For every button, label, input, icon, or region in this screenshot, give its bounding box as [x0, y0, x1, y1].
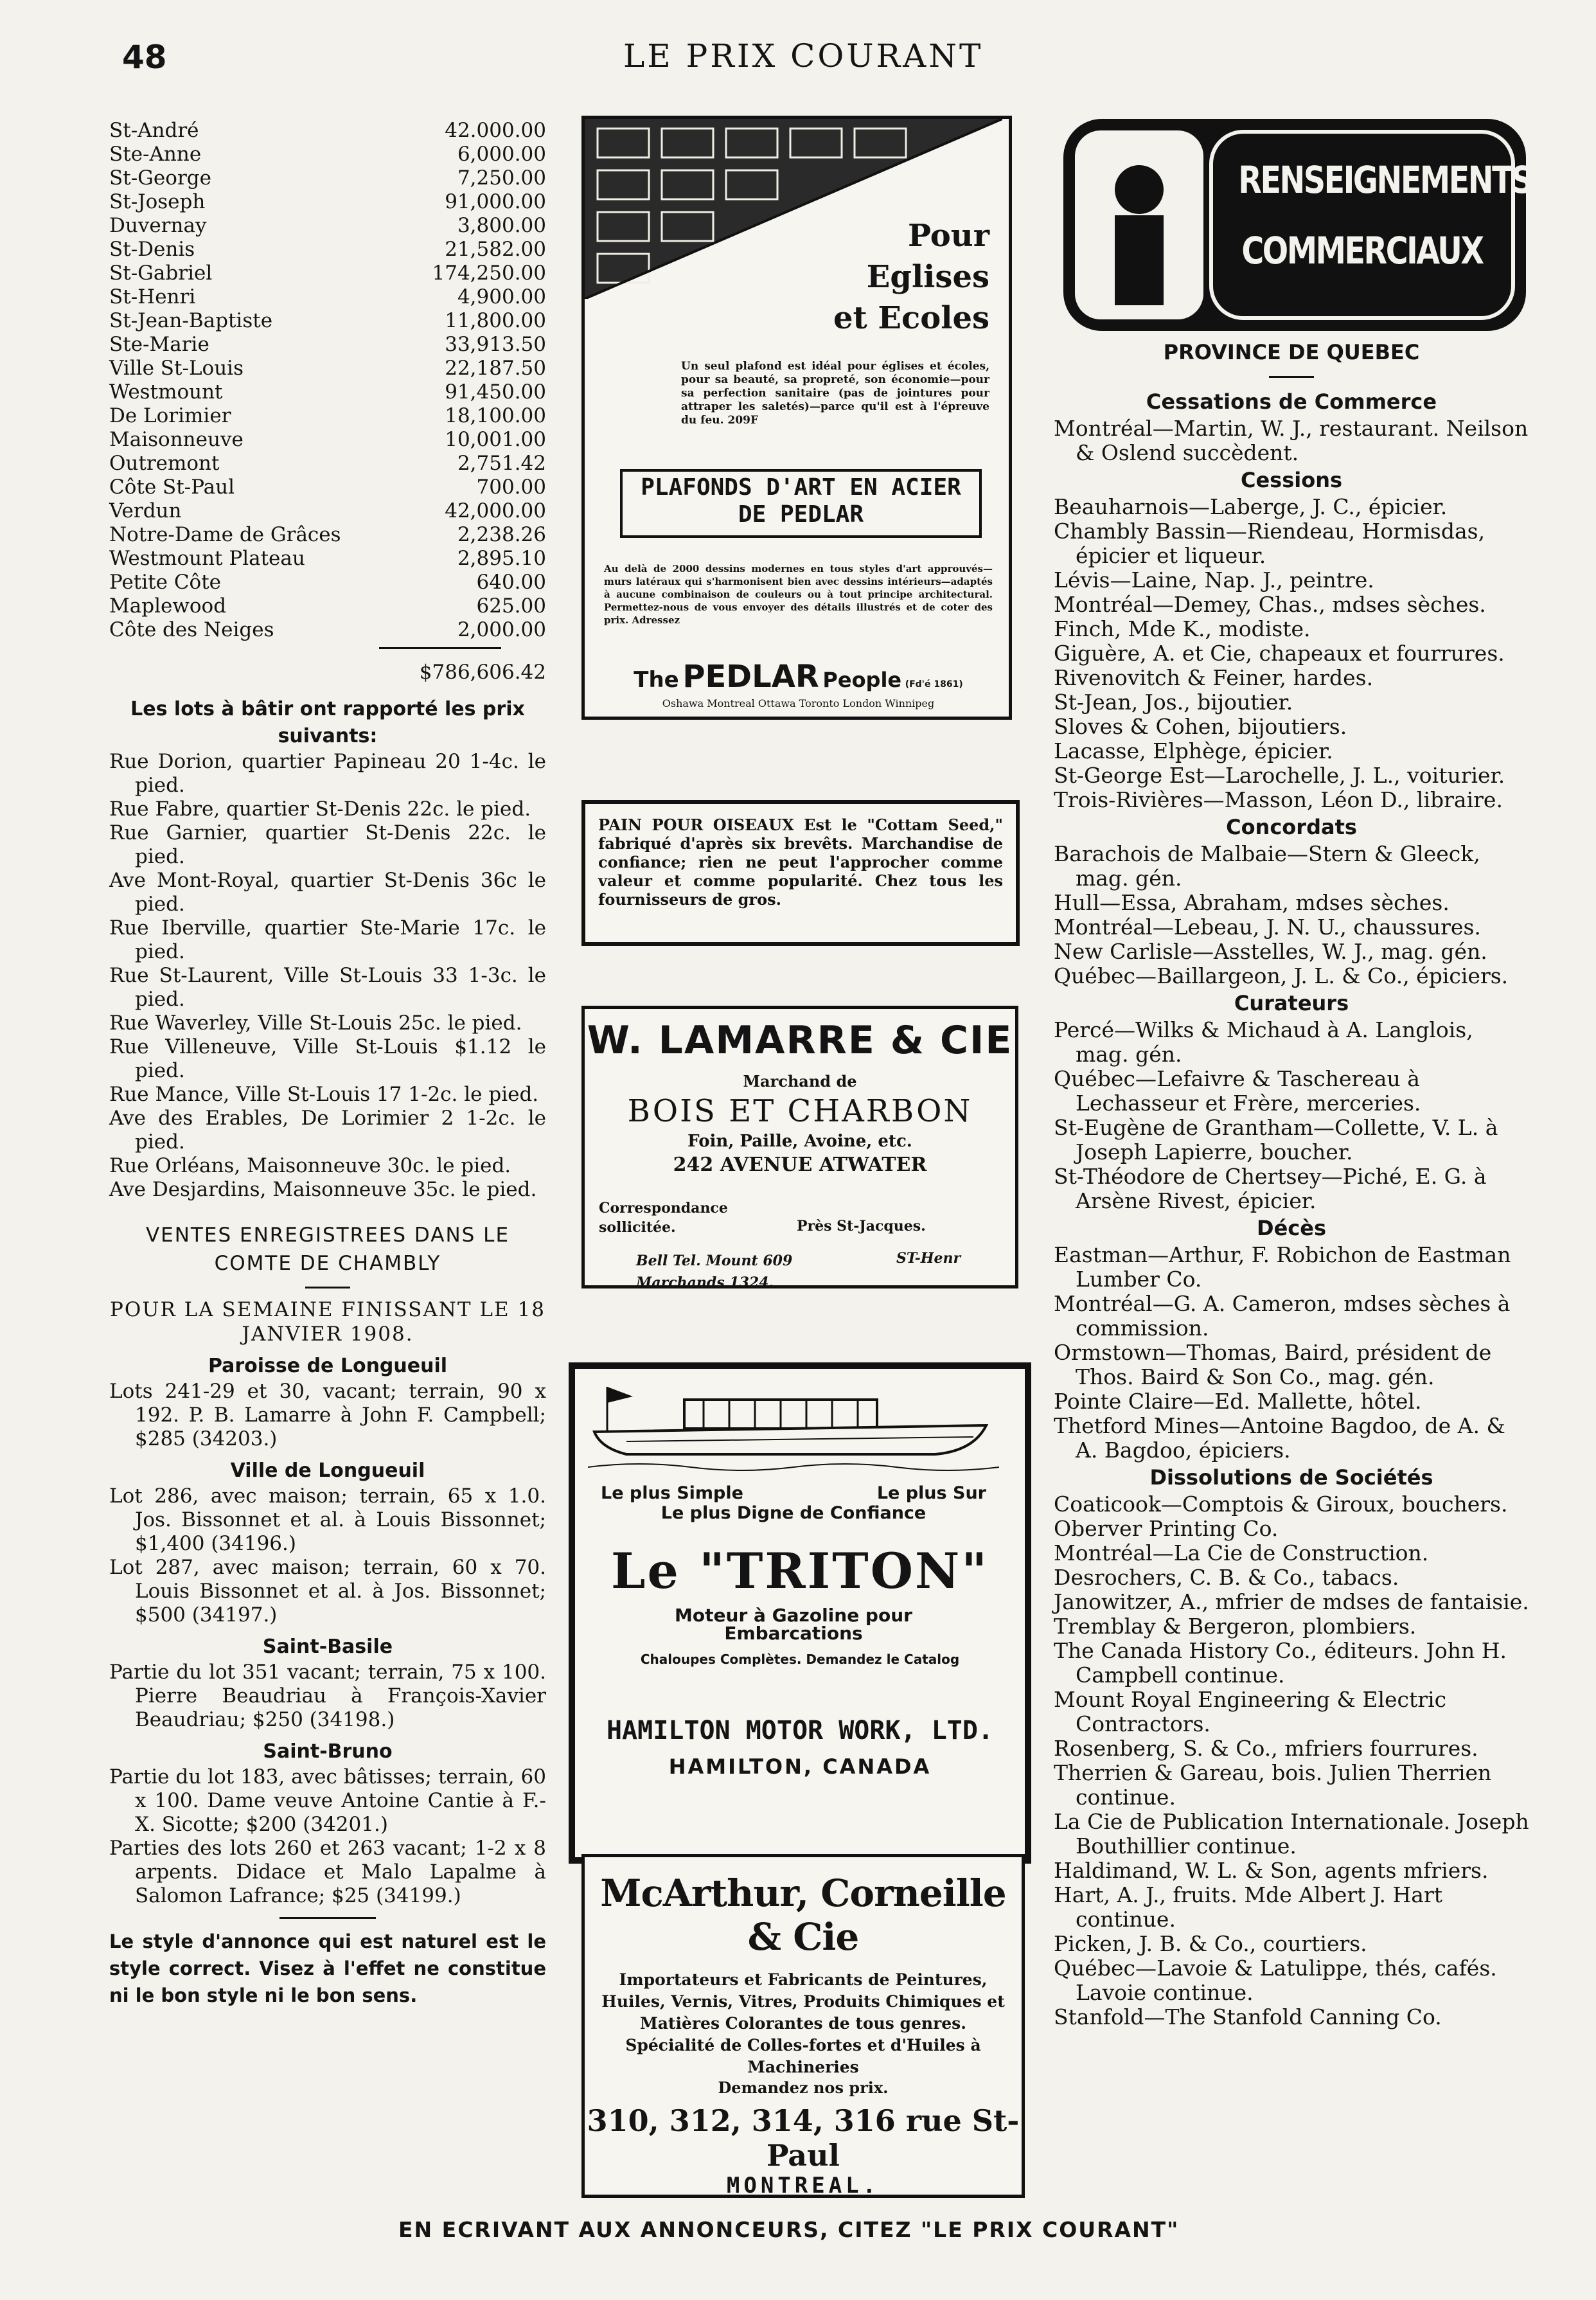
district-name: Ville St-Louis	[109, 357, 244, 380]
table-row	[109, 357, 546, 380]
section-entry: Oberver Printing Co.	[1054, 1516, 1279, 1541]
section-entry: Pointe Claire—Ed. Mallette, hôtel.	[1054, 1389, 1422, 1414]
section-title: Cessions	[1240, 468, 1343, 492]
table-row	[109, 238, 546, 262]
triton-ad	[569, 1362, 1031, 1864]
ad4-taglines	[601, 1483, 986, 1523]
left-column	[109, 119, 546, 2009]
table-row	[109, 262, 546, 285]
corr-line: sollicitée.	[599, 1219, 676, 1236]
section-entry: New Carlisle—Asstelles, W. J., mag. gén.	[1054, 939, 1487, 964]
district-name: Duvernay	[109, 214, 207, 237]
province-heading: PROVINCE DE QUEBEC	[1163, 340, 1420, 364]
ad1-code: 209F	[727, 414, 759, 427]
section-entry: Barachois de Malbaie—Stern & Gleeck, mag. gén.	[1054, 841, 1480, 891]
sale-item: Partie du lot 351 vacant; terrain, 75 x 100. Pierre Beaudriau à François-Xavier Beaudriau; $250 (34198.)	[109, 1661, 546, 1731]
table-row	[109, 214, 546, 238]
ad5-body: Importateurs et Fabricants de Peintures, Huiles, Vernis, Vitres, Produits Chimiques et Matières Colorantes de tous genres. Spécialité de Colles-fortes et d'Huiles à Machineries	[601, 1970, 1005, 2076]
sale-item: Lots 241-29 et 30, vacant; terrain, 90 x 192. P. B. Lamarre à John F. Campbell; $285 (34203.)	[109, 1380, 546, 1450]
boat-illustration	[588, 1380, 999, 1477]
table-row	[109, 380, 546, 404]
district-value: 91,000.00	[445, 190, 546, 213]
district-name: St-Henri	[109, 285, 196, 308]
district-value: 3,800.00	[457, 214, 546, 237]
lots-list	[109, 750, 546, 1202]
commercial-sections	[1054, 387, 1529, 2029]
pedlar-ad	[581, 116, 1012, 720]
section-entry: Rosenberg, S. & Co., mfriers fourrures.	[1054, 1736, 1478, 1761]
section-entry: Picken, J. B. & Co., courtiers.	[1054, 1931, 1367, 1956]
section-title: Curateurs	[1234, 991, 1349, 1015]
lot-price-item: Rue Waverley, Ville St-Louis 25c. le pied.	[109, 1012, 522, 1035]
district-value: 2,000.00	[457, 618, 546, 641]
ad5-city: MONTREAL.	[726, 2173, 880, 2198]
pain-oiseaux-ad	[581, 800, 1020, 946]
banner-text	[1238, 145, 1532, 286]
district-name: St-Denis	[109, 238, 195, 261]
sales-sections	[109, 1353, 546, 1908]
ventes-heading: VENTES ENREGISTREES DANS LE COMTE DE CHAMBLY	[145, 1224, 510, 1275]
table-row	[109, 571, 546, 594]
table-row	[109, 166, 546, 190]
ad1-cities: Oshawa Montreal Ottawa Toronto London Winnipeg	[662, 697, 935, 709]
value-table	[109, 119, 546, 642]
tagline: Le plus Digne de Confiance	[661, 1503, 927, 1523]
table-row	[109, 547, 546, 571]
ad4-company: HAMILTON MOTOR WORK, LTD.	[606, 1716, 994, 1745]
section-entry: Ormstown—Thomas, Baird, président de Thos. Baird & Son Co., mag. gén.	[1054, 1340, 1492, 1389]
section-entry: Sloves & Cohen, bijoutiers.	[1054, 714, 1347, 739]
section-entry: Finch, Mde K., modiste.	[1054, 616, 1311, 641]
section-entry: Giguère, A. et Cie, chapeaux et fourrures.	[1054, 641, 1505, 666]
ad4-city: HAMILTON, CANADA	[668, 1754, 932, 1779]
ad3-sub: Foin, Paille, Avoine, etc.	[687, 1132, 912, 1151]
ad3-name: W. LAMARRE & CIE	[587, 1018, 1013, 1063]
sales-section-title: Saint-Bruno	[263, 1740, 393, 1763]
section-entry: Therrien & Gareau, bois. Julien Therrien continue.	[1054, 1760, 1492, 1810]
table-row	[109, 119, 546, 143]
district-name: St-Joseph	[109, 190, 206, 213]
ad4-name: Le "TRITON"	[611, 1542, 989, 1600]
district-value: 91,450.00	[445, 380, 546, 404]
sales-section-title: Ville de Longueuil	[230, 1459, 425, 1482]
section-entry: Hart, A. J., fruits. Mde Albert J. Hart continue.	[1054, 1882, 1443, 1932]
district-value: 33,913.50	[445, 333, 546, 356]
ad5-address: 310, 312, 314, 316 rue St-Paul	[587, 2103, 1020, 2173]
section-entry: Montréal—G. A. Cameron, mdses sèches à commission.	[1054, 1291, 1511, 1341]
march-phone: Marchands 1324.	[636, 1274, 774, 1291]
section-entry: Lacasse, Elphège, épicier.	[1054, 738, 1333, 763]
banner-line: RENSEIGNEMENTS	[1238, 158, 1532, 202]
district-value: 18,100.00	[445, 404, 546, 427]
table-row	[109, 594, 546, 618]
district-value: 4,900.00	[457, 285, 546, 308]
lamarre-ad	[581, 1006, 1018, 1291]
district-value: 2,895.10	[457, 547, 546, 570]
ad3-sth: ST-Henr	[896, 1250, 961, 1267]
section-entry: Desrochers, C. B. & Co., tabacs.	[1054, 1565, 1399, 1590]
section-entry: St-Jean, Jos., bijoutier.	[1054, 690, 1293, 715]
section-entry: St-Eugène de Grantham—Collette, V. L. à Joseph Lapierre, boucher.	[1054, 1115, 1498, 1164]
table-row	[109, 476, 546, 499]
district-name: Notre-Dame de Grâces	[109, 523, 341, 546]
table-row	[109, 190, 546, 214]
section-entry: Tremblay & Bergeron, plombiers.	[1054, 1614, 1417, 1639]
lots-heading: Les lots à bâtir ont rapporté les prix suivants:	[130, 698, 525, 747]
district-name: Petite Côte	[109, 571, 222, 594]
ad3-corr	[599, 1199, 728, 1237]
sale-item: Lot 286, avec maison; terrain, 65 x 1.0. Jos. Bissonnet et al. à Louis Bissonnet; $1,400 (34196.)	[109, 1484, 546, 1555]
district-value: 7,250.00	[457, 166, 546, 190]
divider	[279, 1917, 376, 1919]
district-name: Maplewood	[109, 594, 227, 618]
district-value: 700.00	[476, 476, 546, 499]
ad1-desc: Au delà de 2000 dessins modernes en tous styles d'art approuvés—murs latéraux qui s'harmonisent bien avec dessins intérieurs—adaptés à aucune combinaison de couleurs ou à tout principe architectural. Permettez-nous de vous envoyer des détails illustrés et de coter des prix. Adressez	[604, 563, 993, 626]
section-entry: Janowitzer, A., mfrier de mdses de fantaisie.	[1054, 1589, 1529, 1614]
lot-price-item: Rue St-Laurent, Ville St-Louis 33 1-3c. le pied.	[109, 964, 546, 1011]
page-footer: EN ECRIVANT AUX ANNONCEURS, CITEZ "LE PRIX COURANT"	[398, 2217, 1180, 2242]
lot-price-item: Rue Fabre, quartier St-Denis 22c. le pied.	[109, 798, 531, 821]
banner-line: COMMERCIAUX	[1241, 229, 1483, 272]
divider	[305, 1287, 350, 1288]
district-value: 10,001.00	[445, 428, 546, 451]
district-value: 11,800.00	[445, 309, 546, 332]
section-entry: Trois-Rivières—Masson, Léon D., libraire.	[1054, 787, 1503, 812]
lot-price-item: Rue Orléans, Maisonneuve 30c. le pied.	[109, 1154, 511, 1177]
section-entry: Stanfold—The Stanfold Canning Co.	[1054, 2004, 1442, 2029]
corr-line: Correspondance	[599, 1200, 728, 1217]
ad3-trade: Marchand de	[743, 1072, 857, 1091]
ad1-brand	[604, 659, 993, 695]
district-name: St-George	[109, 166, 211, 190]
lot-price-item: Rue Mance, Ville St-Louis 17 1-2c. le pied.	[109, 1083, 539, 1106]
renseignements-banner	[1063, 119, 1532, 331]
section-entry: St-George Est—Larochelle, J. L., voiturier.	[1054, 763, 1505, 788]
lot-price-item: Ave des Erables, De Lorimier 2 1-2c. le pied.	[109, 1107, 546, 1154]
district-name: St-Jean-Baptiste	[109, 309, 273, 332]
brand-the: The	[634, 667, 679, 693]
ad3-phones	[636, 1250, 792, 1294]
table-row	[109, 404, 546, 428]
sales-section-title: Paroisse de Longueuil	[208, 1355, 448, 1377]
district-name: Côte St-Paul	[109, 476, 235, 499]
district-name: Côte des Neiges	[109, 618, 274, 641]
ad1-headline	[833, 215, 989, 339]
section-entry: St-Théodore de Chertsey—Piché, E. G. à Arsène Rivest, épicier.	[1054, 1164, 1487, 1213]
headline-line: Pour	[907, 218, 989, 254]
section-entry: La Cie de Publication Internationale. Joseph Bouthillier continue.	[1054, 1809, 1529, 1859]
ad2-text: PAIN POUR OISEAUX Est le "Cottam Seed," fabriqué d'après six brevêts. Marchandise de confiance; rien ne peut l'approcher comme valeur et comme popularité. Chez tous les fournisseurs de gros.	[598, 816, 1003, 909]
section-entry: The Canada History Co., éditeurs. John H. Campbell continue.	[1054, 1638, 1507, 1688]
table-row	[109, 309, 546, 333]
section-entry: Montréal—Demey, Chas., mdses sèches.	[1054, 592, 1486, 617]
ad4-motor: Moteur à Gazoline pour Embarcations	[675, 1605, 912, 1644]
page-title: LE PRIX COURANT	[623, 37, 984, 75]
ad5-demand: Demandez nos prix.	[718, 2078, 889, 2097]
headline-line: et Ecoles	[833, 300, 989, 336]
section-entry: Beauharnois—Laberge, J. C., épicier.	[1054, 494, 1448, 519]
ad3-near: Près St-Jacques.	[797, 1218, 926, 1235]
district-name: St-André	[109, 119, 199, 142]
district-value: 625.00	[476, 594, 546, 618]
district-value: 2,238.26	[457, 523, 546, 546]
ad3-product: BOIS ET CHARBON	[627, 1093, 973, 1129]
section-title: Décès	[1257, 1216, 1326, 1240]
table-row	[109, 143, 546, 166]
table-row	[109, 428, 546, 452]
ad1-banner: PLAFONDS D'ART EN ACIER DE PEDLAR	[620, 469, 982, 538]
district-name: Ste-Anne	[109, 143, 202, 166]
tagline: Le plus Simple	[601, 1483, 743, 1503]
section-entry: Montréal—Lebeau, J. N. U., chaussures.	[1054, 914, 1481, 940]
district-value: 22,187.50	[445, 357, 546, 380]
lot-price-item: Ave Desjardins, Maisonneuve 35c. le pied.	[109, 1178, 537, 1201]
section-entry: Mount Royal Engineering & Electric Contractors.	[1054, 1687, 1447, 1736]
page-number: 48	[122, 39, 167, 76]
section-title: Dissolutions de Sociétés	[1149, 1465, 1433, 1490]
district-name: Westmount Plateau	[109, 547, 305, 570]
section-entry: Coaticook—Comptois & Giroux, bouchers.	[1054, 1492, 1508, 1517]
table-row	[109, 499, 546, 523]
district-name: Westmount	[109, 380, 223, 404]
section-entry: Haldimand, W. L. & Son, agents mfriers.	[1054, 1858, 1489, 1883]
section-entry: Chambly Bassin—Riendeau, Hormisdas, épicier et liqueur.	[1054, 519, 1485, 568]
district-name: Outremont	[109, 452, 220, 475]
lot-price-item: Ave Mont-Royal, quartier St-Denis 36c le pied.	[109, 869, 546, 916]
sale-item: Lot 287, avec maison; terrain, 60 x 70. Louis Bissonnet et al. à Jos. Bissonnet; $500 (34197.)	[109, 1556, 546, 1627]
bell-phone: Bell Tel. Mount 609	[636, 1253, 793, 1269]
table-row	[109, 452, 546, 476]
brand-name: PEDLAR	[682, 659, 819, 695]
district-name: Ste-Marie	[109, 333, 209, 356]
sales-section-title: Saint-Basile	[262, 1636, 393, 1658]
district-value: 42.000.00	[445, 119, 546, 142]
section-entry: Québec—Lefaivre & Taschereau à Lechasseur et Frère, merceries.	[1054, 1066, 1421, 1116]
district-name: De Lorimier	[109, 404, 231, 427]
section-entry: Percé—Wilks & Michaud à A. Langlois, mag. gén.	[1054, 1017, 1473, 1067]
section-entry: Hull—Essa, Abraham, mdses sèches.	[1054, 890, 1450, 915]
table-row	[109, 333, 546, 357]
ad3-address: 242 AVENUE ATWATER	[673, 1154, 927, 1176]
district-value: 640.00	[476, 571, 546, 594]
ad1-body-text: Un seul plafond est idéal pour églises et écoles, pour sa beauté, sa propreté, son économie—pour sa perfection sanitaire (pas de jointures pour attraper les saletés)—parce qu'il est à l'épreuve du feu.	[681, 360, 989, 427]
section-entry: Québec—Lavoie & Latulippe, thés, cafés. Lavoie continue.	[1054, 1956, 1497, 2005]
section-title: Cessations de Commerce	[1146, 389, 1437, 414]
sale-item: Parties des lots 260 et 263 vacant; 1-2 x 8 arpents. Didace et Malo Lapalme à Salomon Lafrance; $25 (34199.)	[109, 1837, 546, 1907]
brand-people: People	[822, 668, 902, 692]
district-value: 174,250.00	[432, 262, 546, 285]
headline-line: Eglises	[866, 259, 989, 295]
week-heading: POUR LA SEMAINE FINISSANT LE 18 JANVIER 1908.	[110, 1298, 545, 1346]
district-value: 21,582.00	[445, 238, 546, 261]
ad4-chaloupes: Chaloupes Complètes. Demandez le Catalog	[640, 1652, 960, 1667]
table-row	[109, 618, 546, 642]
section-entry: Eastman—Arthur, F. Robichon de Eastman Lumber Co.	[1054, 1242, 1511, 1292]
table-total: $786,606.42	[419, 661, 546, 684]
district-name: Verdun	[109, 499, 182, 522]
divider	[1269, 376, 1314, 378]
tagline: Le plus Sur	[876, 1483, 986, 1503]
final-note: Le style d'annonce qui est naturel est le style correct. Visez à l'effet ne constitue ni le bon style ni le bon sens.	[109, 1930, 546, 2006]
brand-est: (Fd'é 1861)	[905, 679, 963, 690]
table-row	[109, 523, 546, 547]
lot-price-item: Rue Dorion, quartier Papineau 20 1-4c. le pied.	[109, 750, 546, 797]
right-column	[1054, 119, 1532, 2029]
lot-price-item: Rue Iberville, quartier Ste-Marie 17c. le pied.	[109, 916, 546, 963]
sale-item: Partie du lot 183, avec bâtisses; terrain, 60 x 100. Dame veuve Antoine Cantie à F.-X. Sicotte; $200 (34201.)	[109, 1765, 546, 1836]
table-row	[109, 285, 546, 309]
section-entry: Québec—Baillargeon, J. L. & Co., épiciers.	[1054, 963, 1509, 988]
section-title: Concordats	[1226, 815, 1357, 839]
section-entry: Montréal—Martin, W. J., restaurant. Neilson & Oslend succèdent.	[1054, 416, 1529, 465]
section-entry: Thetford Mines—Antoine Bagdoo, de A. & A. Bagdoo, épiciers.	[1054, 1413, 1505, 1463]
ad1-body	[681, 360, 989, 427]
section-entry: Rivenovitch & Feiner, hardes.	[1054, 665, 1374, 690]
district-name: St-Gabriel	[109, 262, 213, 285]
district-value: 6,000.00	[457, 143, 546, 166]
district-value: 42,000.00	[445, 499, 546, 522]
mcarthur-ad	[581, 1854, 1025, 2198]
ad5-name: McArthur, Corneille & Cie	[600, 1871, 1006, 1959]
section-entry: Lévis—Laine, Nap. J., peintre.	[1054, 567, 1374, 593]
lot-price-item: Rue Villeneuve, Ville St-Louis $1.12 le pied.	[109, 1035, 546, 1082]
district-name: Maisonneuve	[109, 428, 244, 451]
district-value: 2,751.42	[457, 452, 546, 475]
section-entry: Montréal—La Cie de Construction.	[1054, 1540, 1429, 1565]
lot-price-item: Rue Garnier, quartier St-Denis 22c. le pied.	[109, 821, 546, 868]
